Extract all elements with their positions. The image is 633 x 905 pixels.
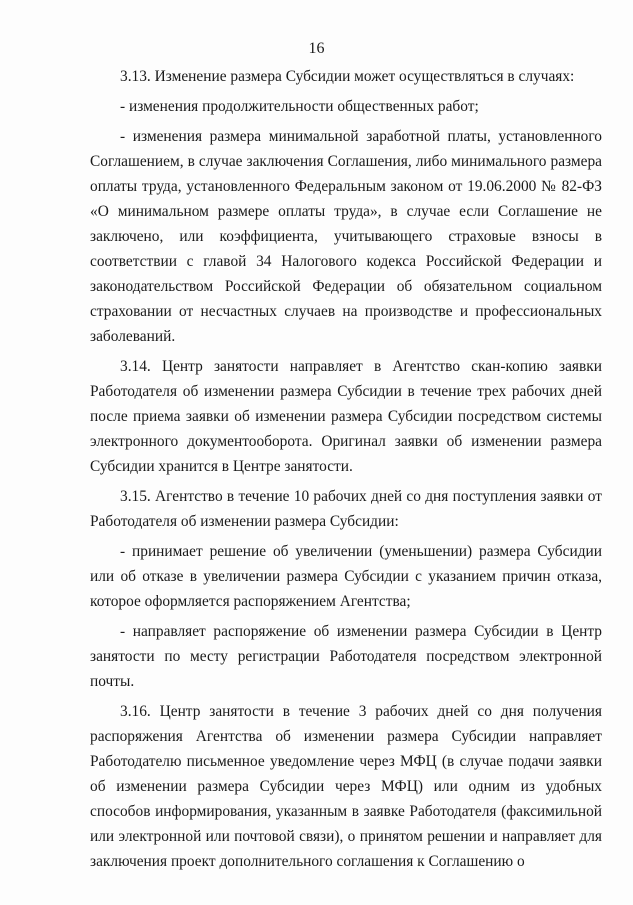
- bullet-decision: - принимает решение об увеличении (уменьшении) размера Субсидии или об отказе в увеличении размера Субсидии с указанием причин отказа, которое оформляется распоряжением Агентства;: [90, 543, 602, 610]
- page-number: 16: [308, 40, 325, 57]
- paragraph-3-16: 3.16. Центр занятости в течение 3 рабочих дней со дня получения распоряжения Агентства об изменении размера Субсидии направляет Работодателю письменное уведомление через МФЦ (в случае подачи заявки об изменении размера Субсидии через МФЦ) или одним из удобных способов информирования, указанным в заявке Работодателя (факсимильной или электронной или почтовой связи), о принятом решении и направляет для заключения проект дополнительного соглашения к Соглашению о: [90, 703, 602, 870]
- paragraph-3-13: 3.13. Изменение размера Субсидии может осуществляться в случаях:: [120, 68, 575, 85]
- bullet-duration-change: - изменения продолжительности общественных работ;: [120, 98, 479, 115]
- bullet-wage-change: - изменения размера минимальной заработной платы, установленного Соглашением, в случае заключения Соглашения, либо минимального размера оплаты труда, установленного Федеральным законом от 19.06.2000 № 82-ФЗ «О минимальном размере оплаты труда», в случае если Соглашение не заключено, или коэффициента, учитывающего страховые взносы в соответствии с главой 34 Налогового кодекса Российской Федерации и законодательством Российской Федерации об обязательном социальном страховании от несчастных случаев на производстве и профессиональных заболеваний.: [90, 128, 602, 345]
- document-body: [90, 64, 602, 874]
- bullet-send-order: - направляет распоряжение об изменении размера Субсидии в Центр занятости по месту регистрации Работодателя посредством электронной почты.: [90, 623, 602, 690]
- paragraph-3-14: 3.14. Центр занятости направляет в Агентство скан-копию заявки Работодателя об изменении размера Субсидии в течение трех рабочих дней после приема заявки об изменении размера Субсидии посредством системы электронного документооборота. Оригинал заявки об изменении размера Субсидии хранится в Центре занятости.: [90, 358, 602, 475]
- paragraph-3-15: 3.15. Агентство в течение 10 рабочих дней со дня поступления заявки от Работодателя об изменении размера Субсидии:: [90, 488, 602, 530]
